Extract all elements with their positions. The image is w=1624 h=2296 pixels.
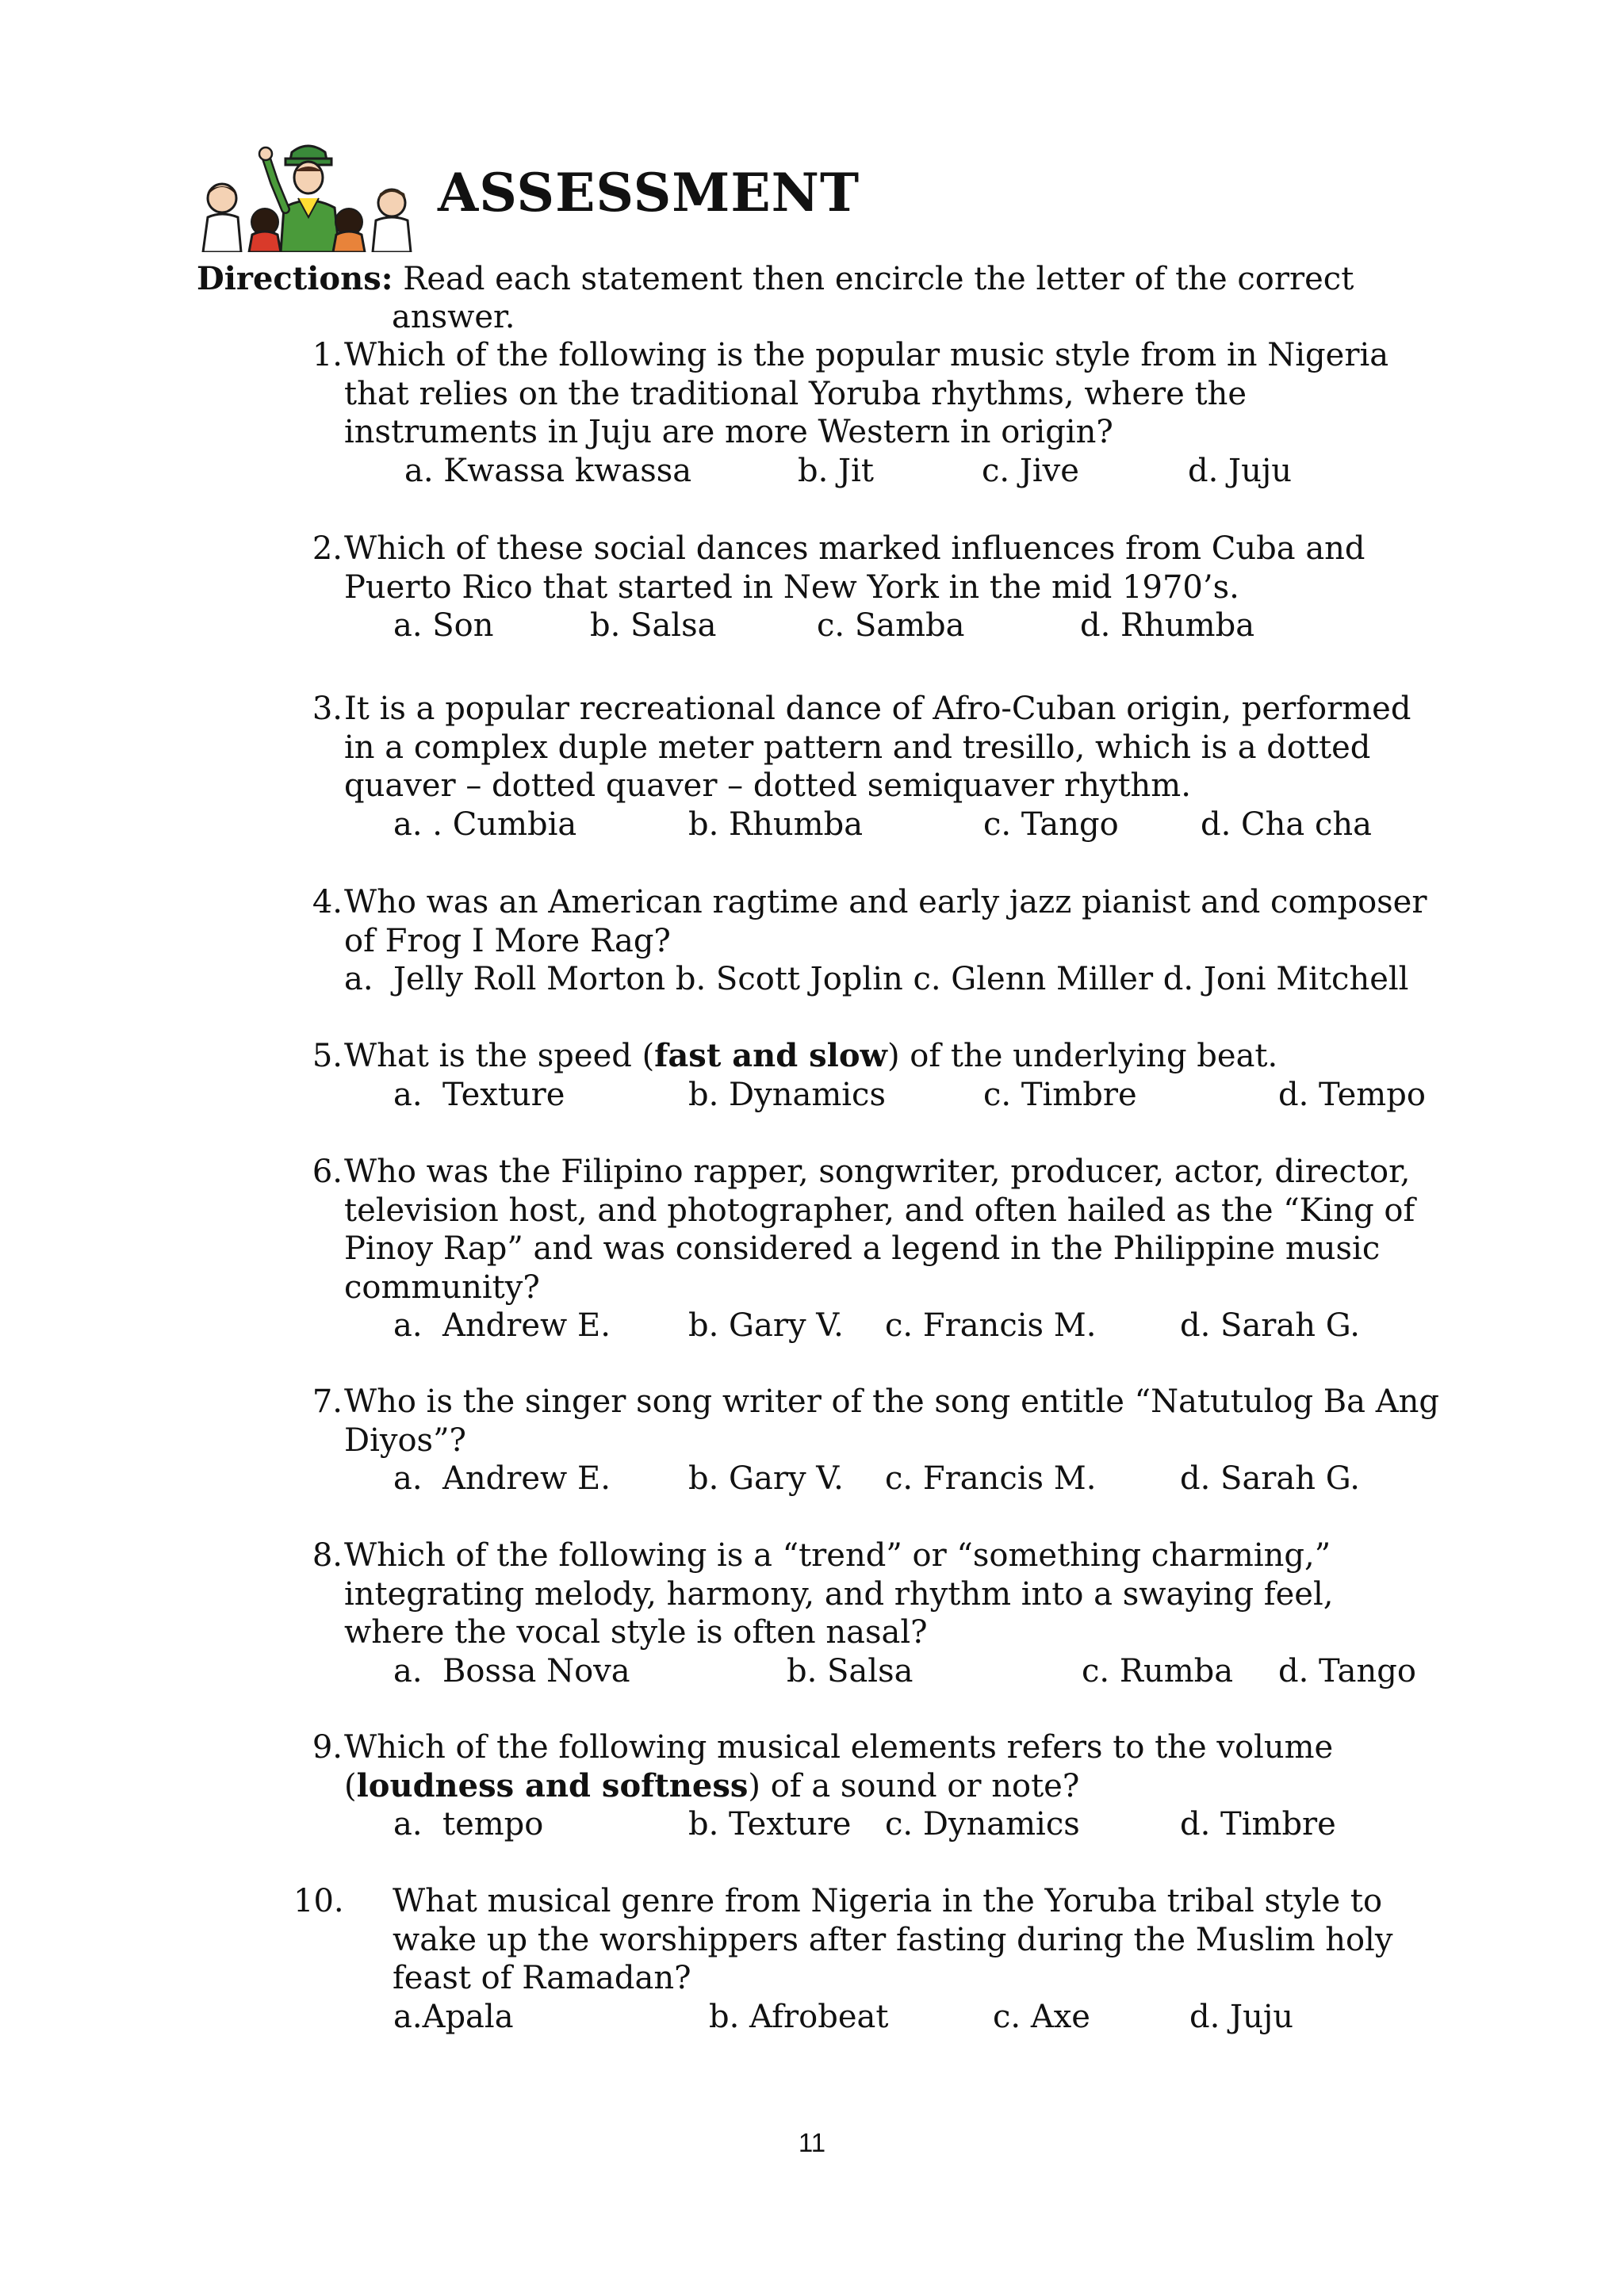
- option-c[interactable]: c. Jive: [982, 452, 1079, 489]
- option-b[interactable]: b. Gary V.: [688, 1307, 844, 1344]
- question-text-line: Which of the following musical elements refers to the volume: [344, 1729, 1334, 1766]
- question-text-line: Which of these social dances marked influences from Cuba and: [344, 530, 1365, 567]
- option-a[interactable]: a. Kwassa kwassa: [404, 452, 692, 489]
- question-text-line: Pinoy Rap” and was considered a legend in the Philippine music: [344, 1230, 1381, 1267]
- option-d[interactable]: d. Tango: [1278, 1652, 1416, 1689]
- question-7: [293, 1383, 1451, 1498]
- option-c[interactable]: c. Axe: [993, 1998, 1090, 2035]
- question-6: [293, 1153, 1451, 1345]
- question-5: [293, 1037, 1451, 1114]
- option-a[interactable]: a.Apala: [393, 1998, 514, 2035]
- answer-options: [293, 806, 1451, 844]
- question-text-line: What is the speed (fast and slow) of the underlying beat.: [344, 1037, 1278, 1074]
- option-c[interactable]: c. Tango: [983, 806, 1119, 843]
- option-c[interactable]: c. Dynamics: [885, 1806, 1080, 1843]
- question-text-line: Diyos”?: [344, 1422, 466, 1459]
- directions-text-line2: answer.: [392, 299, 515, 335]
- question-number: 5.: [312, 1038, 343, 1074]
- option-a[interactable]: a. Bossa Nova: [393, 1652, 630, 1689]
- option-c[interactable]: c. Francis M.: [885, 1460, 1097, 1497]
- option-b[interactable]: b. Texture: [688, 1806, 852, 1843]
- option-c[interactable]: c. Rumba: [1082, 1652, 1234, 1689]
- question-9: [293, 1728, 1451, 1844]
- option-d[interactable]: d. Sarah G.: [1180, 1307, 1360, 1344]
- option-a[interactable]: a. tempo: [393, 1806, 544, 1843]
- question-text-line: Who was an American ragtime and early jazz pianist and composer: [344, 884, 1427, 920]
- question-text-line: integrating melody, harmony, and rhythm into a swaying feel,: [344, 1575, 1334, 1613]
- question-text-line: in a complex duple meter pattern and tresillo, which is a dotted: [344, 729, 1371, 766]
- answer-options: [293, 452, 1451, 491]
- question-number: 4.: [312, 884, 343, 920]
- option-b[interactable]: b. Rhumba: [688, 806, 864, 843]
- question-text-line: Which of the following is a “trend” or “something charming,”: [344, 1537, 1331, 1574]
- question-number: 8.: [312, 1537, 343, 1574]
- option-c[interactable]: c. Samba: [817, 607, 965, 644]
- answer-options: [293, 1805, 1451, 1844]
- option-d[interactable]: d. Juju: [1188, 452, 1292, 489]
- teacher-with-students-icon: [198, 135, 412, 252]
- question-text-line: Who was the Filipino rapper, songwriter, producer, actor, director,: [344, 1154, 1411, 1190]
- option-b[interactable]: b. Salsa: [590, 607, 717, 644]
- option-b[interactable]: b. Gary V.: [688, 1460, 844, 1497]
- question-8: [293, 1536, 1451, 1690]
- question-number: 7.: [312, 1383, 343, 1420]
- option-a[interactable]: a. Texture: [393, 1076, 565, 1113]
- question-text-line: wake up the worshippers after fasting during the Muslim holy: [393, 1921, 1393, 1958]
- answer-options: [293, 1307, 1451, 1345]
- question-10: [293, 1882, 1451, 2036]
- option-b[interactable]: b. Salsa: [787, 1652, 914, 1689]
- directions-label: Directions:: [197, 260, 393, 297]
- question-number: 2.: [312, 530, 343, 567]
- question-number: 3.: [312, 691, 343, 727]
- page-number: 11: [798, 2128, 826, 2157]
- answer-options: [293, 1998, 1451, 2037]
- question-text-line: where the vocal style is often nasal?: [344, 1614, 928, 1651]
- question-text-line: that relies on the traditional Yoruba rhythms, where the: [344, 375, 1247, 412]
- answer-options: [293, 1460, 1451, 1498]
- option-b[interactable]: b. Jit: [798, 452, 874, 489]
- question-number: 9.: [312, 1729, 343, 1766]
- option-c[interactable]: c. Francis M.: [885, 1307, 1097, 1344]
- answer-options[interactable]: a. Jelly Roll Morton b. Scott Joplin c. Glenn Miller d. Joni Mitchell: [344, 961, 1409, 997]
- option-d[interactable]: d. Cha cha: [1201, 806, 1372, 843]
- option-d[interactable]: d. Sarah G.: [1180, 1460, 1360, 1497]
- question-text-line: Which of the following is the popular music style from in Nigeria: [344, 337, 1389, 373]
- question-text-line: Who is the singer song writer of the song entitle “Natutulog Ba Ang: [344, 1383, 1439, 1420]
- emphasis-text: loudness and softness: [356, 1766, 749, 1804]
- question-text-line: quaver – dotted quaver – dotted semiquaver rhythm.: [344, 767, 1191, 804]
- page-title: ASSESSMENT: [438, 162, 860, 224]
- question-text-line: Puerto Rico that started in New York in the mid 1970’s.: [344, 568, 1239, 606]
- option-d[interactable]: d. Rhumba: [1080, 607, 1255, 644]
- question-3: [293, 690, 1451, 844]
- question-text-line: (loudness and softness) of a sound or note?: [344, 1766, 1080, 1804]
- answer-options: [293, 1076, 1451, 1115]
- question-number: 1.: [312, 337, 343, 373]
- question-text-line: community?: [344, 1269, 540, 1306]
- question-text-line: instruments in Juju are more Western in origin?: [344, 414, 1113, 450]
- directions-text-line1: Read each statement then encircle the letter of the correct: [393, 261, 1354, 297]
- question-text-line: television host, and photographer, and often hailed as the “King of: [344, 1192, 1415, 1229]
- option-a[interactable]: a. . Cumbia: [393, 806, 577, 843]
- question-4: [293, 883, 1451, 999]
- question-text-line: It is a popular recreational dance of Afro-Cuban origin, performed: [344, 691, 1411, 727]
- option-a[interactable]: a. Andrew E.: [393, 1307, 611, 1344]
- option-c[interactable]: c. Timbre: [983, 1076, 1137, 1113]
- answer-options: [293, 1652, 1451, 1691]
- directions: [197, 260, 1434, 336]
- emphasis-text: fast and slow: [654, 1037, 887, 1074]
- option-d[interactable]: d. Tempo: [1278, 1076, 1426, 1113]
- option-a[interactable]: a. Son: [393, 607, 494, 644]
- question-text-line: feast of Ramadan?: [393, 1960, 691, 1996]
- question-2: [293, 530, 1451, 645]
- question-1: [293, 336, 1451, 490]
- question-text-line: of Frog I More Rag?: [344, 922, 671, 959]
- question-number: 10.: [293, 1883, 344, 1919]
- question-text-line: What musical genre from Nigeria in the Yoruba tribal style to: [393, 1883, 1383, 1919]
- question-number: 6.: [312, 1154, 343, 1190]
- option-b[interactable]: b. Dynamics: [688, 1076, 886, 1113]
- option-d[interactable]: d. Timbre: [1180, 1806, 1336, 1843]
- option-a[interactable]: a. Andrew E.: [393, 1460, 611, 1497]
- option-d[interactable]: d. Juju: [1189, 1998, 1293, 2035]
- option-b[interactable]: b. Afrobeat: [709, 1998, 889, 2035]
- answer-options: [293, 607, 1451, 645]
